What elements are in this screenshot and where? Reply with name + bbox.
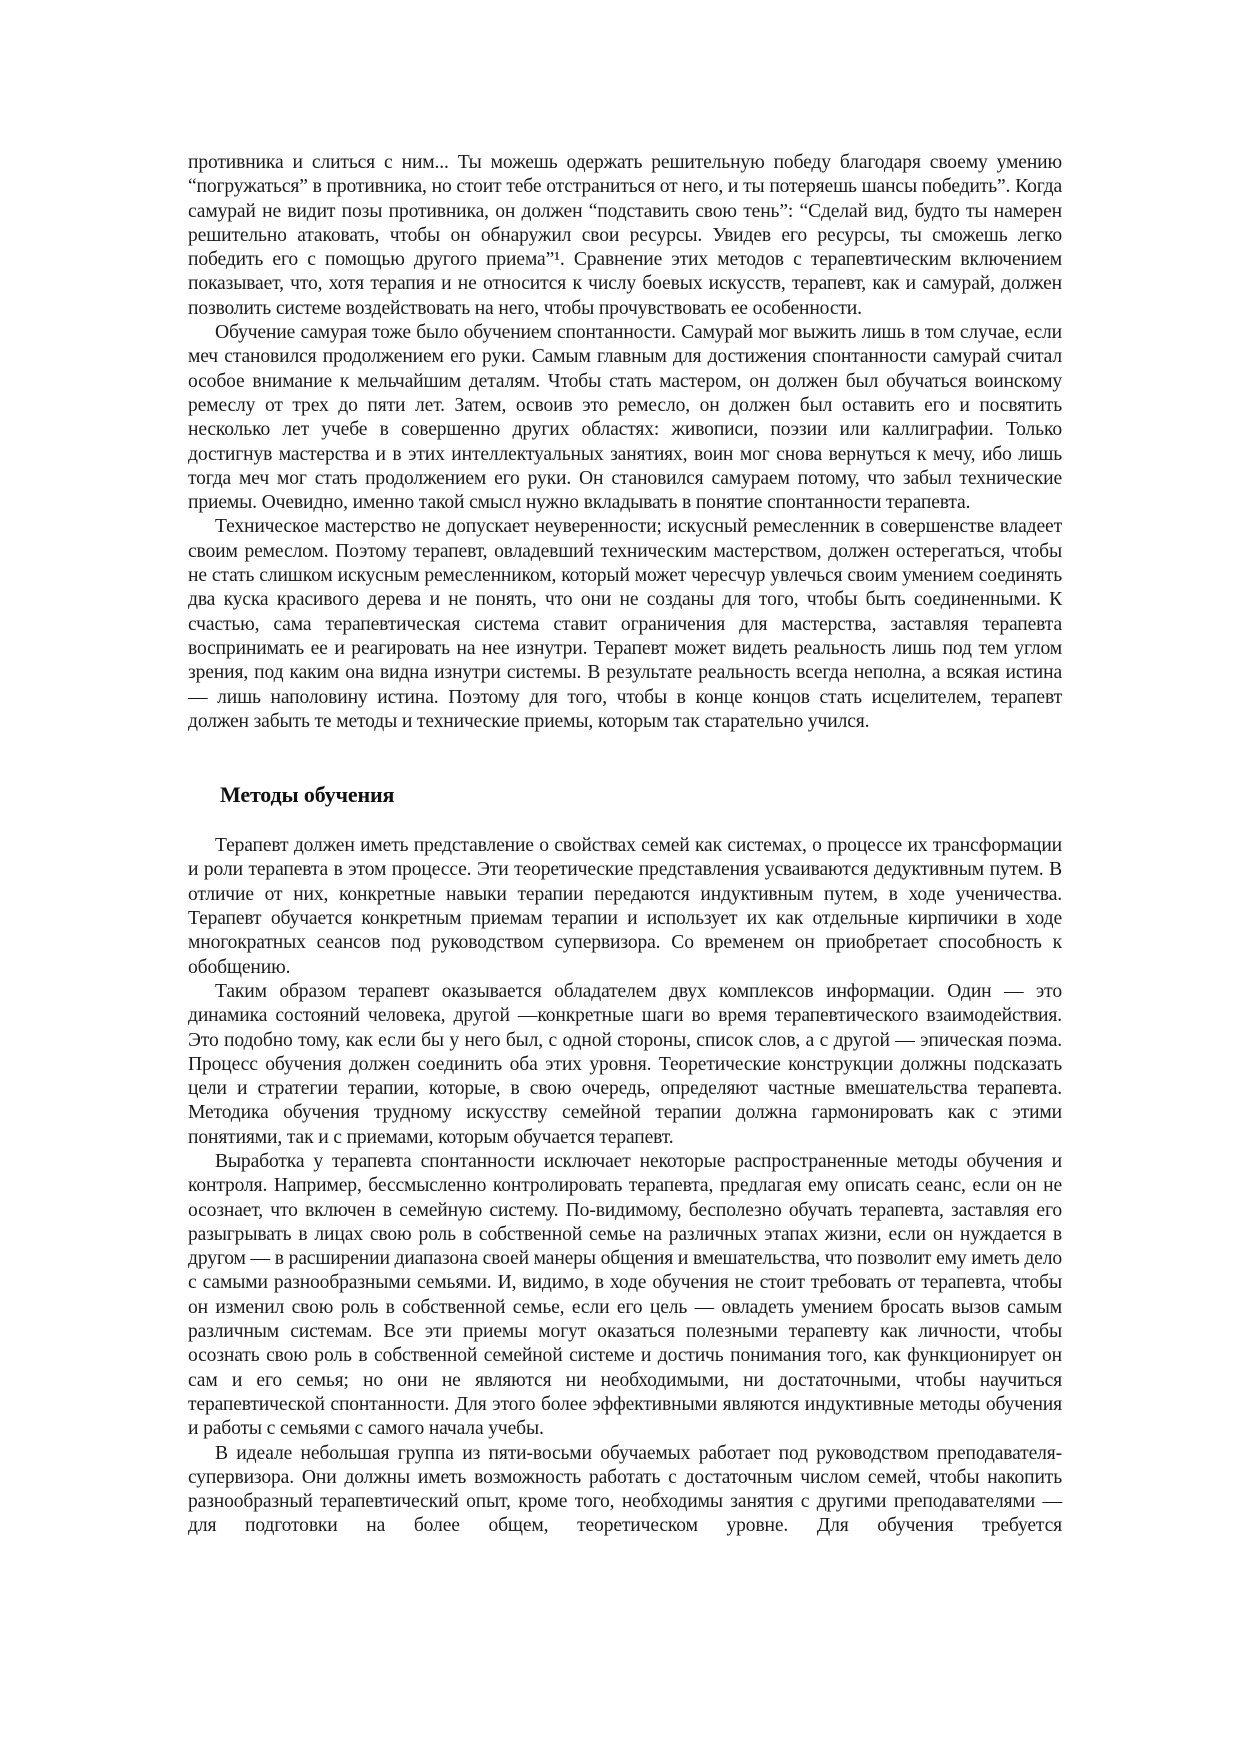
paragraph: противника и слиться с ним... Ты можешь одержать решительную победу благодаря своему умению “погружаться” в противника, но стоит тебе отстраниться от него, и ты потеряешь шансы победить”. Когда самурай не видит позы противника, он должен “подставить свою тень”: “Сделай вид, будто ты намерен решительно атаковать, чтобы он обнаружил свои ресурсы. Увидев его ресурсы, ты сможешь легко победить его с помощью другого приема”¹. Сравнение этих методов с терапевтическим включением показывает, что, хотя терапия и не относится к числу боевых искусств, терапевт, как и самурай, должен позволить системе воздействовать на него, чтобы прочувствовать ее особенности. (188, 152, 1062, 319)
paragraph: В идеале небольшая группа из пяти-восьми обучаемых работает под руководством преподавателя-супервизора. Они должны иметь возможность работать с достаточным числом семей, чтобы накопить разнообразный терапевтический опыт, кроме того, необходимы занятия с другими преподавателями — для подготовки на более общем, теоретическом уровне. Для обучения требуется (188, 1442, 1062, 1537)
paragraph: Обучение самурая тоже было обучением спонтанности. Самурай мог выжить лишь в том случае, если меч становился продолжением его руки. Самым главным для достижения спонтанности самурай считал особое внимание к мельчайшим деталям. Чтобы стать мастером, он должен был обучаться воинскому ремеслу от трех до пяти лет. Затем, освоив это ремесло, он должен был оставить его и посвятить несколько лет учебе в совершенно других областях: живописи, поэзии или каллиграфии. Только достигнув мастерства и в этих интеллектуальных занятиях, воин мог снова вернуться к мечу, ибо лишь тогда меч мог стать продолжением его руки. Он становился самураем потому, что забыл технические приемы. Очевидно, именно такой смысл нужно вкладывать в понятие спонтанности терапевта. (188, 322, 1062, 514)
document-page (188, 151, 1062, 1539)
section-heading: Методы обучения (220, 782, 395, 808)
paragraph: Выработка у терапевта спонтанности исключает некоторые распространенные методы обучения и контроля. Например, бессмысленно контролировать терапевта, предлагая ему описать сеанс, если он не осознает, что включен в семейную систему. По-видимому, бесполезно обучать терапевта, заставляя его разыгрывать в лицах свою роль в собственной семье на различных этапах жизни, если он нуждается в другом — в расширении диапазона своей манеры общения и вмешательства, что позволит ему иметь дело с самыми разнообразными семьями. И, видимо, в ходе обучения не стоит требовать от терапевта, чтобы он изменил свою роль в собственной семье, если его цель — овладеть умением бросать вызов самым различным системам. Все эти приемы могут оказаться полезными терапевту как личности, чтобы осознать свою роль в собственной семейной системе и достичь понимания того, как функционирует он сам и его семья; но они не являются ни необходимыми, ни достаточными, чтобы научиться терапевтической спонтанности. Для этого более эффективными являются индуктивные методы обучения и работы с семьями с самого начала учебы. (188, 1150, 1062, 1440)
paragraph: Техническое мастерство не допускает неуверенности; искусный ремесленник в совершенстве владеет своим ремеслом. Поэтому терапевт, овладевший техническим мастерством, должен остерегаться, чтобы не стать слишком искусным ремесленником, который может чересчур увлечься своим умением соединять два куска красивого дерева и не понять, что они не созданы для того, чтобы быть соединенными. К счастью, сама терапевтическая система ставит ограничения для мастерства, заставляя терапевта воспринимать ее и реагировать на нее изнутри. Терапевт может видеть реальность лишь под тем углом зрения, под каким она видна изнутри системы. В результате реальность всегда неполна, а всякая истина — лишь наполовину истина. Поэтому для того, чтобы в конце концов стать исцелителем, терапевт должен забыть те методы и технические приемы, которым так старательно учился. (188, 516, 1062, 732)
paragraph: Таким образом терапевт оказывается обладателем двух комплексов информации. Один — это динамика состояний человека, другой —конкретные шаги во время терапевтического взаимодействия. Это подобно тому, как если бы у него был, с одной стороны, список слов, а с другой — эпическая поэма. Процесс обучения должен соединить оба этих уровня. Теоретические конструкции должны подсказать цели и стратегии терапии, которые, в свою очередь, определяют частные вмешательства терапевта. Методика обучения трудному искусству семейной терапии должна гармонировать как с этими понятиями, так и с приемами, которым обучается терапевт. (188, 980, 1062, 1148)
paragraph: Терапевт должен иметь представление о свойствах семей как системах, о процессе их трансформации и роли терапевта в этом процессе. Эти теоретические представления усваиваются дедуктивным путем. В отличие от них, конкретные навыки терапии передаются индуктивным путем, в ходе ученичества. Терапевт обучается конкретным приемам терапии и использует их как отдельные кирпичики в ходе многократных сеансов под руководством супервизора. Со временем он приобретает способность к обобщению. (188, 835, 1062, 978)
